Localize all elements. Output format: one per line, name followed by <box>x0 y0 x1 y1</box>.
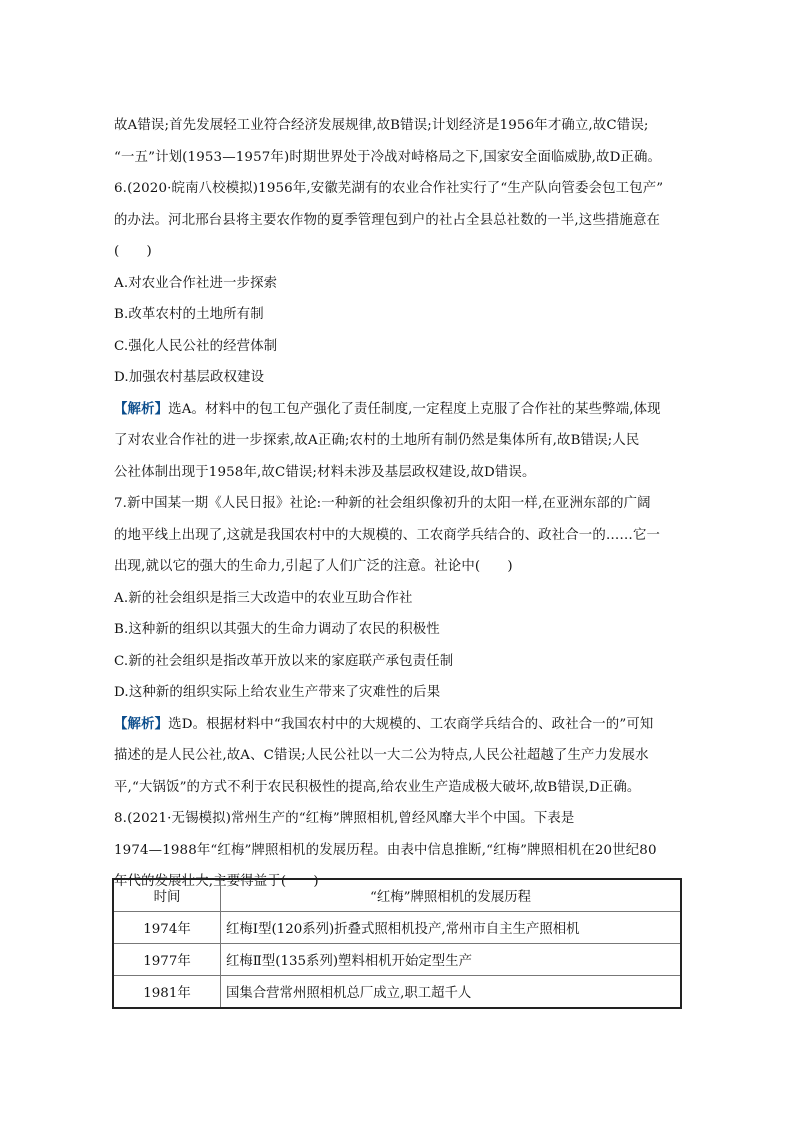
table-header-row <box>113 879 681 912</box>
question-8-stem: 1974—1988年“红梅”牌照相机的发展历程。由表中信息推断,“红梅”牌照相机在20世纪80 <box>114 842 657 858</box>
analysis-tag: 【解析】 <box>114 715 169 732</box>
option-a: A.新的社会组织是指三大改造中的农业互助合作社 <box>114 590 413 606</box>
table-row <box>113 944 681 976</box>
analysis-tag: 【解析】 <box>114 400 169 417</box>
analysis-line <box>114 709 684 741</box>
option-d: D.加强农村基层政权建设 <box>114 370 265 385</box>
table-header-history: “红梅”牌照相机的发展历程 <box>221 879 682 912</box>
option-b: B.改革农村的土地所有制 <box>114 307 264 322</box>
option-b: B.这种新的组织以其强大的生命力调动了农民的积极性 <box>114 622 440 637</box>
camera-history-table <box>112 878 682 1009</box>
table-cell-year: 1981年 <box>113 976 221 1009</box>
question-6-stem: 的办法。河北邢台县将主要农作物的夏季管理包到户的社占全县总社数的一半,这些措施意在 <box>114 212 661 228</box>
table-cell-year: 1974年 <box>113 912 221 944</box>
question-7-stem: 的地平线上出现了,这就是我国农村中的大规模的、工农商学兵结合的、政社合一的……它一 <box>114 527 661 543</box>
table-cell-event: 国集合营常州照相机总厂成立,职工超千人 <box>221 976 682 1009</box>
text-line: “一五”计划(1953—1957年)时期世界处于冷战对峙格局之下,国家安全面临威胁,故D正确。 <box>114 149 662 165</box>
table-cell-event: 红梅Ⅱ型(135系列)塑料相机开始定型生产 <box>221 944 682 976</box>
option-a: A.对农业合作社进一步探索 <box>114 275 278 291</box>
option-d: D.这种新的组织实际上给农业生产带来了灾难性的后果 <box>114 685 441 700</box>
text-line: 故A错误;首先发展轻工业符合经济发展规律,故B错误;计划经济是1956年才确立,故C错误; <box>114 118 649 133</box>
table-cell-event: 红梅Ⅰ型(120系列)折叠式照相机投产,常州市自主生产照相机 <box>221 912 682 944</box>
analysis-text: 公社体制出现于1958年,故C错误;材料未涉及基层政权建设,故D错误。 <box>114 464 536 480</box>
document-body <box>114 110 684 898</box>
analysis-text: 选A。材料中的包工包产强化了责任制度,一定程度上克服了合作社的某些弊端,体现 <box>168 401 661 417</box>
analysis-text: 描述的是人民公社,故A、C错误;人民公社以一大二公为特点,人民公社超越了生产力发展水 <box>114 748 649 763</box>
question-8-stem: 年代的发展壮大,主要得益于( ) <box>114 874 319 889</box>
table-row <box>113 912 681 944</box>
analysis-text: 选D。根据材料中“我国农村中的大规模的、工农商学兵结合的、政社合一的”可知 <box>168 716 654 732</box>
option-c: C.新的社会组织是指改革开放以来的家庭联产承包责任制 <box>114 653 454 669</box>
analysis-text: 平,“大锅饭”的方式不利于农民积极性的提高,给农业生产造成极大破坏,故B错误,D正确。 <box>114 779 641 795</box>
table-header-time: 时间 <box>113 879 221 912</box>
question-6-stem: 6.(2020·皖南八校模拟)1956年,安徽芜湖有的农业合作社实行了“生产队向管委会包工包产” <box>114 181 664 196</box>
question-7-stem: 出现,就以它的强大的生命力,引起了人们广泛的注意。社论中( ) <box>114 559 513 574</box>
answer-blank: ( ) <box>114 244 152 259</box>
option-c: C.强化人民公社的经营体制 <box>114 338 278 354</box>
table-row <box>113 976 681 1009</box>
table-cell-year: 1977年 <box>113 944 221 976</box>
question-8-stem: 8.(2021·无锡模拟)常州生产的“红梅”牌照相机,曾经风靡大半个中国。下表是 <box>114 811 575 826</box>
analysis-text: 了对农业合作社的进一步探索,故A正确;农村的土地所有制仍然是集体所有,故B错误;人民 <box>114 433 640 448</box>
question-7-stem: 7.新中国某一期《人民日报》社论:一种新的社会组织像初升的太阳一样,在亚洲东部的广阔 <box>114 496 651 511</box>
analysis-line <box>114 394 684 426</box>
